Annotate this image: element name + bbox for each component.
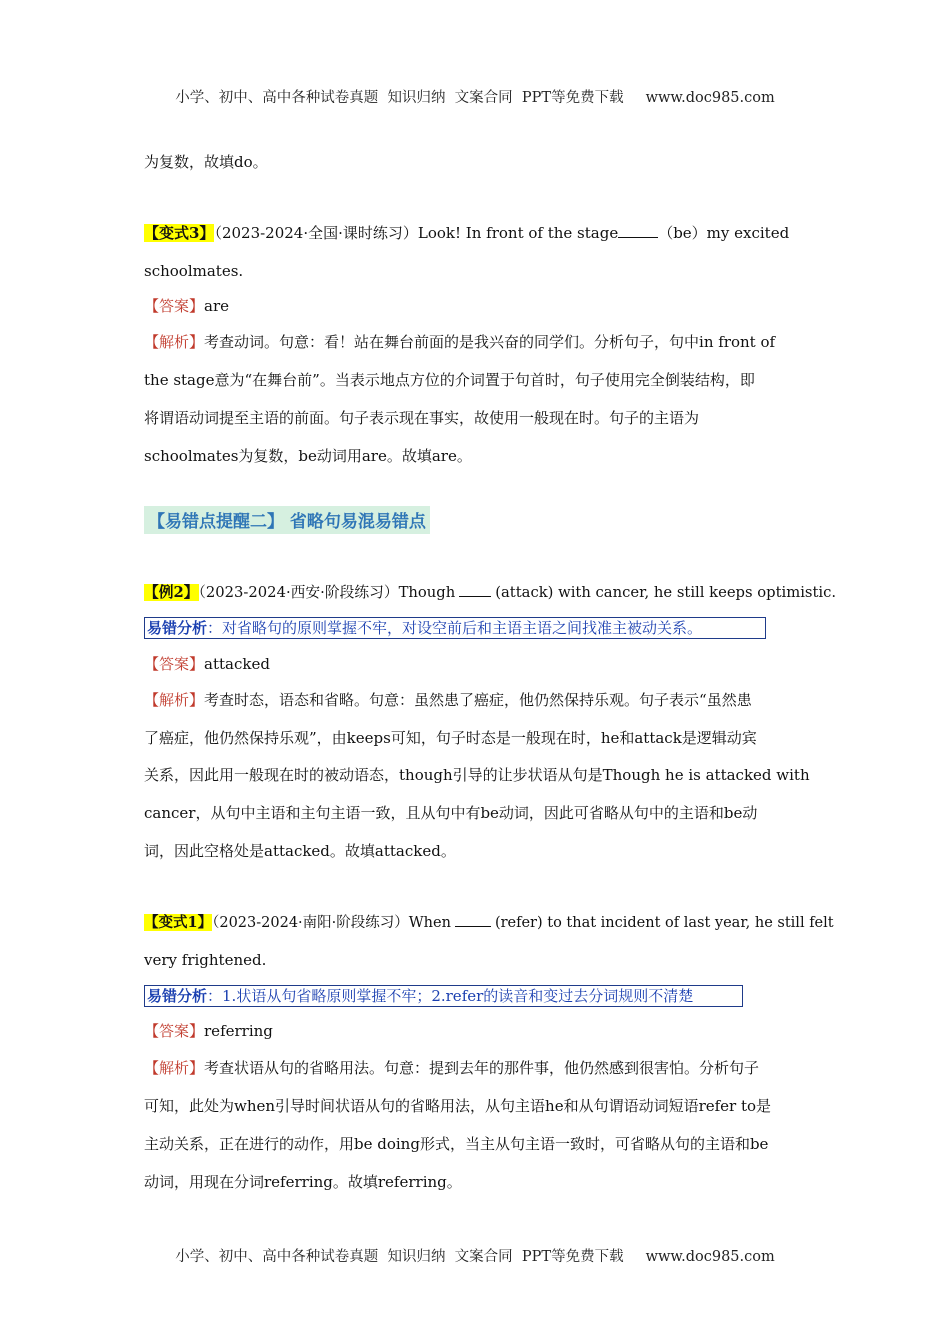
error-analysis-text: ：对省略句的原则掌握不牢，对设空前后和主语主语之间找准主被动关系。 [207, 619, 703, 637]
variant1-analysis-line2: 可知，此处为when引导时间状语从句的省略用法，从句主语he和从句谓语动词短语refer to是 [144, 1097, 772, 1115]
example2-analysis-line3: 关系，因此用一般现在时的被动语态，though引导的让步状语从句是Though he is attacked with [144, 766, 810, 784]
example2-question-after: (attack) with cancer, he still keeps optimistic. [495, 584, 837, 601]
answer-blank [618, 223, 658, 238]
example2-analysis-line5: 词，因此空格处是attacked。故填attacked。 [144, 842, 456, 860]
page-header [0, 86, 950, 107]
error-analysis-box [144, 985, 743, 1007]
variant3-analysis-line2: the stage意为“在舞台前”。当表示地点方位的介词置于句首时，句子使用完全倒装结构，即 [144, 371, 755, 389]
analysis-tag: 【解析】 [144, 691, 205, 709]
analysis-tag: 【解析】 [144, 1059, 205, 1077]
analysis-text: 考查状语从句的省略用法。句意：提到去年的那件事，他仍然感到很害怕。分析句子 [204, 1059, 760, 1077]
error-analysis-label: 易错分析 [147, 619, 208, 637]
variant1-question-line2: very frightened. [144, 951, 267, 969]
analysis-text: 考查时态，语态和省略。句意：虽然患了癌症，他仍然保持乐观。句子表示“虽然患 [204, 691, 752, 709]
variant1-question-after: (refer) to that incident of last year, he still felt [494, 915, 834, 931]
answer-blank [455, 912, 491, 927]
variant1-question [144, 912, 834, 933]
variant1-analysis-line1 [144, 1058, 759, 1078]
answer-value: referring [204, 1022, 273, 1040]
variant3-question-before: （2023-2024·全国·课时练习）Look! In front of the stage [214, 224, 619, 242]
header-text: 小学、初中、高中各种试卷真题 知识归纳 文案合同 PPT等免费下载 [175, 90, 624, 106]
intro-line: 为复数，故填do。 [144, 153, 268, 171]
answer-tag: 【答案】 [144, 297, 205, 315]
variant3-tag: 【变式3】 [144, 224, 215, 242]
footer-url[interactable]: www.doc985.com [645, 1249, 775, 1265]
error-analysis-label: 易错分析 [147, 987, 208, 1005]
analysis-text: 考查动词。句意：看！站在舞台前面的是我兴奋的同学们。分析句子，句中in front of [204, 333, 776, 351]
answer-blank [459, 582, 491, 597]
page-footer [0, 1245, 950, 1266]
example2-analysis-line1 [144, 690, 752, 710]
header-url[interactable]: www.doc985.com [645, 90, 775, 106]
answer-value: are [204, 297, 230, 315]
answer-tag: 【答案】 [144, 655, 205, 673]
variant1-analysis-line3: 主动关系，正在进行的动作，用be doing形式，当主从句主语一致时，可省略从句的主语和be [144, 1135, 769, 1153]
variant3-question [144, 223, 789, 243]
answer-value: attacked [204, 655, 270, 673]
error-analysis-text: ：1.状语从句省略原则掌握不牢；2.refer的读音和变过去分词规则不清楚 [207, 987, 694, 1005]
variant3-question-after: （be）my excited [658, 224, 790, 242]
variant3-analysis-line1 [144, 332, 775, 352]
answer-tag: 【答案】 [144, 1022, 205, 1040]
analysis-tag: 【解析】 [144, 333, 205, 351]
variant1-answer [144, 1021, 273, 1041]
example2-answer [144, 654, 270, 674]
example2-question-before: （2023-2024·西安·阶段练习）Though [198, 584, 456, 601]
error-analysis-box [144, 617, 766, 639]
example2-analysis-line4: cancer，从句中主语和主句主语一致，且从句中有be动词，因此可省略从句中的主语和be动 [144, 804, 758, 822]
section-heading: 【易错点提醒二】 省略句易混易错点 [144, 506, 430, 534]
variant3-answer [144, 296, 229, 316]
variant1-tag: 【变式1】 [144, 914, 213, 931]
variant3-analysis-line4: schoolmates为复数，be动词用are。故填are。 [144, 447, 472, 465]
variant3-question-line2: schoolmates. [144, 262, 244, 280]
example2-question [144, 582, 836, 603]
variant3-analysis-line3: 将谓语动词提至主语的前面。句子表示现在事实，故使用一般现在时。句子的主语为 [144, 409, 700, 427]
example2-analysis-line2: 了癌症，他仍然保持乐观”，由keeps可知，句子时态是一般现在时，he和attack是逻辑动宾 [144, 729, 757, 747]
variant1-question-before: （2023-2024·南阳·阶段练习）When [212, 915, 451, 931]
example2-tag: 【例2】 [144, 584, 199, 601]
footer-text: 小学、初中、高中各种试卷真题 知识归纳 文案合同 PPT等免费下载 [175, 1249, 624, 1265]
variant1-analysis-line4: 动词，用现在分词referring。故填referring。 [144, 1173, 462, 1191]
